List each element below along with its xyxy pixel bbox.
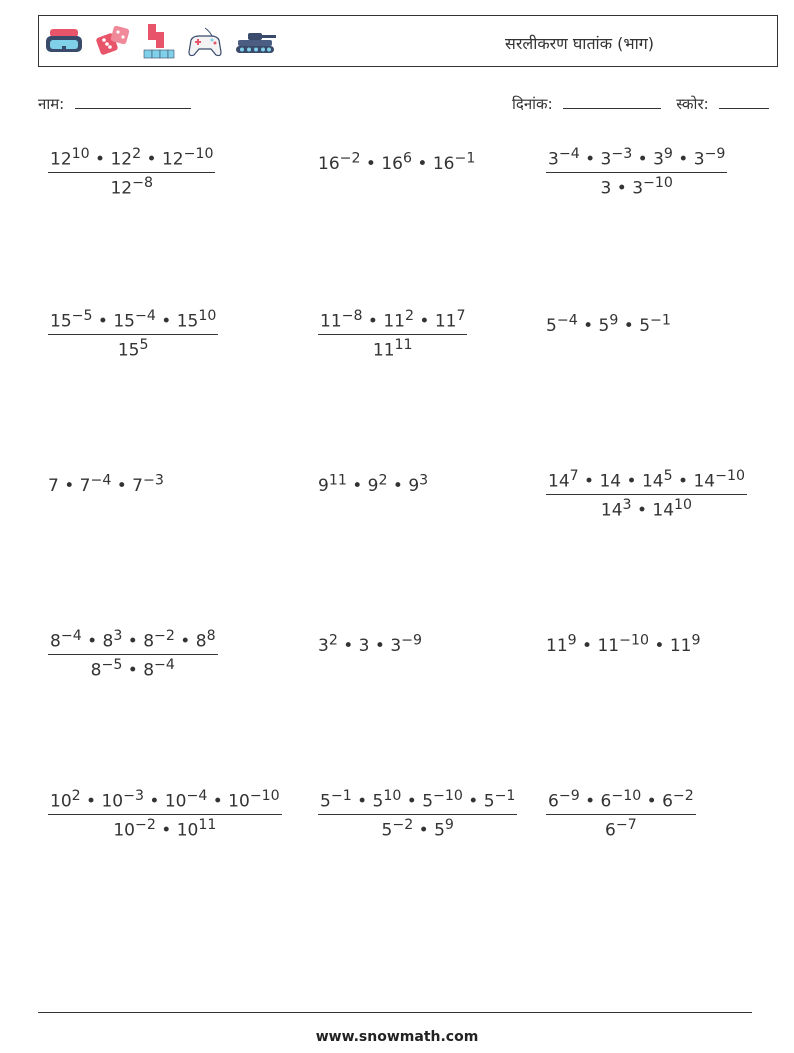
worksheet-title: सरलीकरण घातांक (भाग) — [505, 34, 654, 53]
score-blank[interactable] — [719, 94, 769, 109]
name-field — [38, 94, 191, 114]
fraction — [48, 146, 215, 198]
name-label: नाम: — [38, 95, 65, 113]
numerator: $12^{10}$ • $12^2$ • $12^{-10}$ — [48, 146, 215, 173]
problem-8 — [318, 472, 428, 496]
problem-2 — [318, 150, 475, 174]
denominator: $6^{-7}$ — [605, 816, 637, 841]
numerator: $15^{-5}$ • $15^{-4}$ • $15^{10}$ — [48, 308, 218, 335]
numerator: $8^{-4}$ • $8^3$ • $8^{-2}$ • $8^8$ — [48, 628, 218, 655]
expression: $16^{-2}$ • $16^6$ • $16^{-1}$ — [318, 150, 476, 174]
denominator: $10^{-2}$ • $10^{11}$ — [113, 816, 217, 841]
problem-15 — [546, 788, 696, 840]
numerator: $3^{-4}$ • $3^{-3}$ • $3^9$ • $3^{-9}$ — [546, 146, 727, 173]
problem-6 — [546, 312, 671, 336]
numerator: $14^7$ • 14 • $14^5$ • $14^{-10}$ — [546, 468, 747, 495]
problem-9 — [546, 468, 747, 520]
expression: $9^{11}$ • $9^2$ • $9^3$ — [318, 472, 429, 496]
problem-1 — [48, 146, 215, 198]
problem-4 — [48, 308, 218, 360]
problem-3 — [546, 146, 727, 198]
denominator: $11^{11}$ — [372, 336, 413, 361]
score-label: स्कोर: — [676, 95, 709, 113]
numerator: $11^{-8}$ • $11^2$ • $11^7$ — [318, 308, 467, 335]
fraction — [546, 788, 696, 840]
worksheet-header — [38, 15, 778, 67]
tank-icon — [234, 29, 278, 55]
fraction — [48, 628, 218, 680]
denominator: $12^{-8}$ — [110, 174, 153, 199]
denominator: $15^5$ — [117, 336, 149, 361]
fraction — [318, 308, 467, 360]
fraction — [318, 788, 517, 840]
expression: 7 • $7^{-4}$ • $7^{-3}$ — [48, 472, 164, 496]
problem-7 — [48, 472, 164, 496]
problem-12 — [546, 632, 700, 656]
expression: $11^9$ • $11^{-10}$ • $11^9$ — [546, 632, 701, 656]
denominator: $5^{-2}$ • $5^9$ — [381, 816, 454, 841]
header-icons — [44, 22, 278, 62]
expression: $3^2$ • 3 • $3^{-9}$ — [318, 632, 423, 656]
fraction — [48, 788, 282, 840]
tetris-blocks-icon — [142, 22, 176, 62]
footer-divider — [38, 1012, 752, 1013]
problem-5 — [318, 308, 467, 360]
problem-14 — [318, 788, 517, 840]
numerator: $5^{-1}$ • $5^{10}$ • $5^{-10}$ • $5^{-1}$ — [318, 788, 517, 815]
denominator: $14^3$ • $14^{10}$ — [600, 496, 693, 521]
problem-10 — [48, 628, 218, 680]
problem-13 — [48, 788, 282, 840]
problem-11 — [318, 632, 422, 656]
numerator: $6^{-9}$ • $6^{-10}$ • $6^{-2}$ — [546, 788, 696, 815]
date-score-fields — [512, 94, 769, 114]
denominator: 3 • $3^{-10}$ — [600, 174, 673, 199]
name-blank[interactable] — [75, 94, 191, 109]
date-label: दिनांक: — [512, 95, 553, 113]
expression: $5^{-4}$ • $5^9$ • $5^{-1}$ — [546, 312, 671, 336]
vr-headset-icon — [44, 26, 84, 58]
fraction — [546, 146, 727, 198]
fraction — [48, 308, 218, 360]
fraction — [546, 468, 747, 520]
date-blank[interactable] — [563, 94, 661, 109]
game-controller-icon — [186, 24, 224, 60]
dice-icon — [94, 25, 132, 59]
numerator: $10^2$ • $10^{-3}$ • $10^{-4}$ • $10^{-10}$ — [48, 788, 282, 815]
footer-website: www.snowmath.com — [315, 1029, 479, 1045]
denominator: $8^{-5}$ • $8^{-4}$ — [90, 656, 175, 681]
